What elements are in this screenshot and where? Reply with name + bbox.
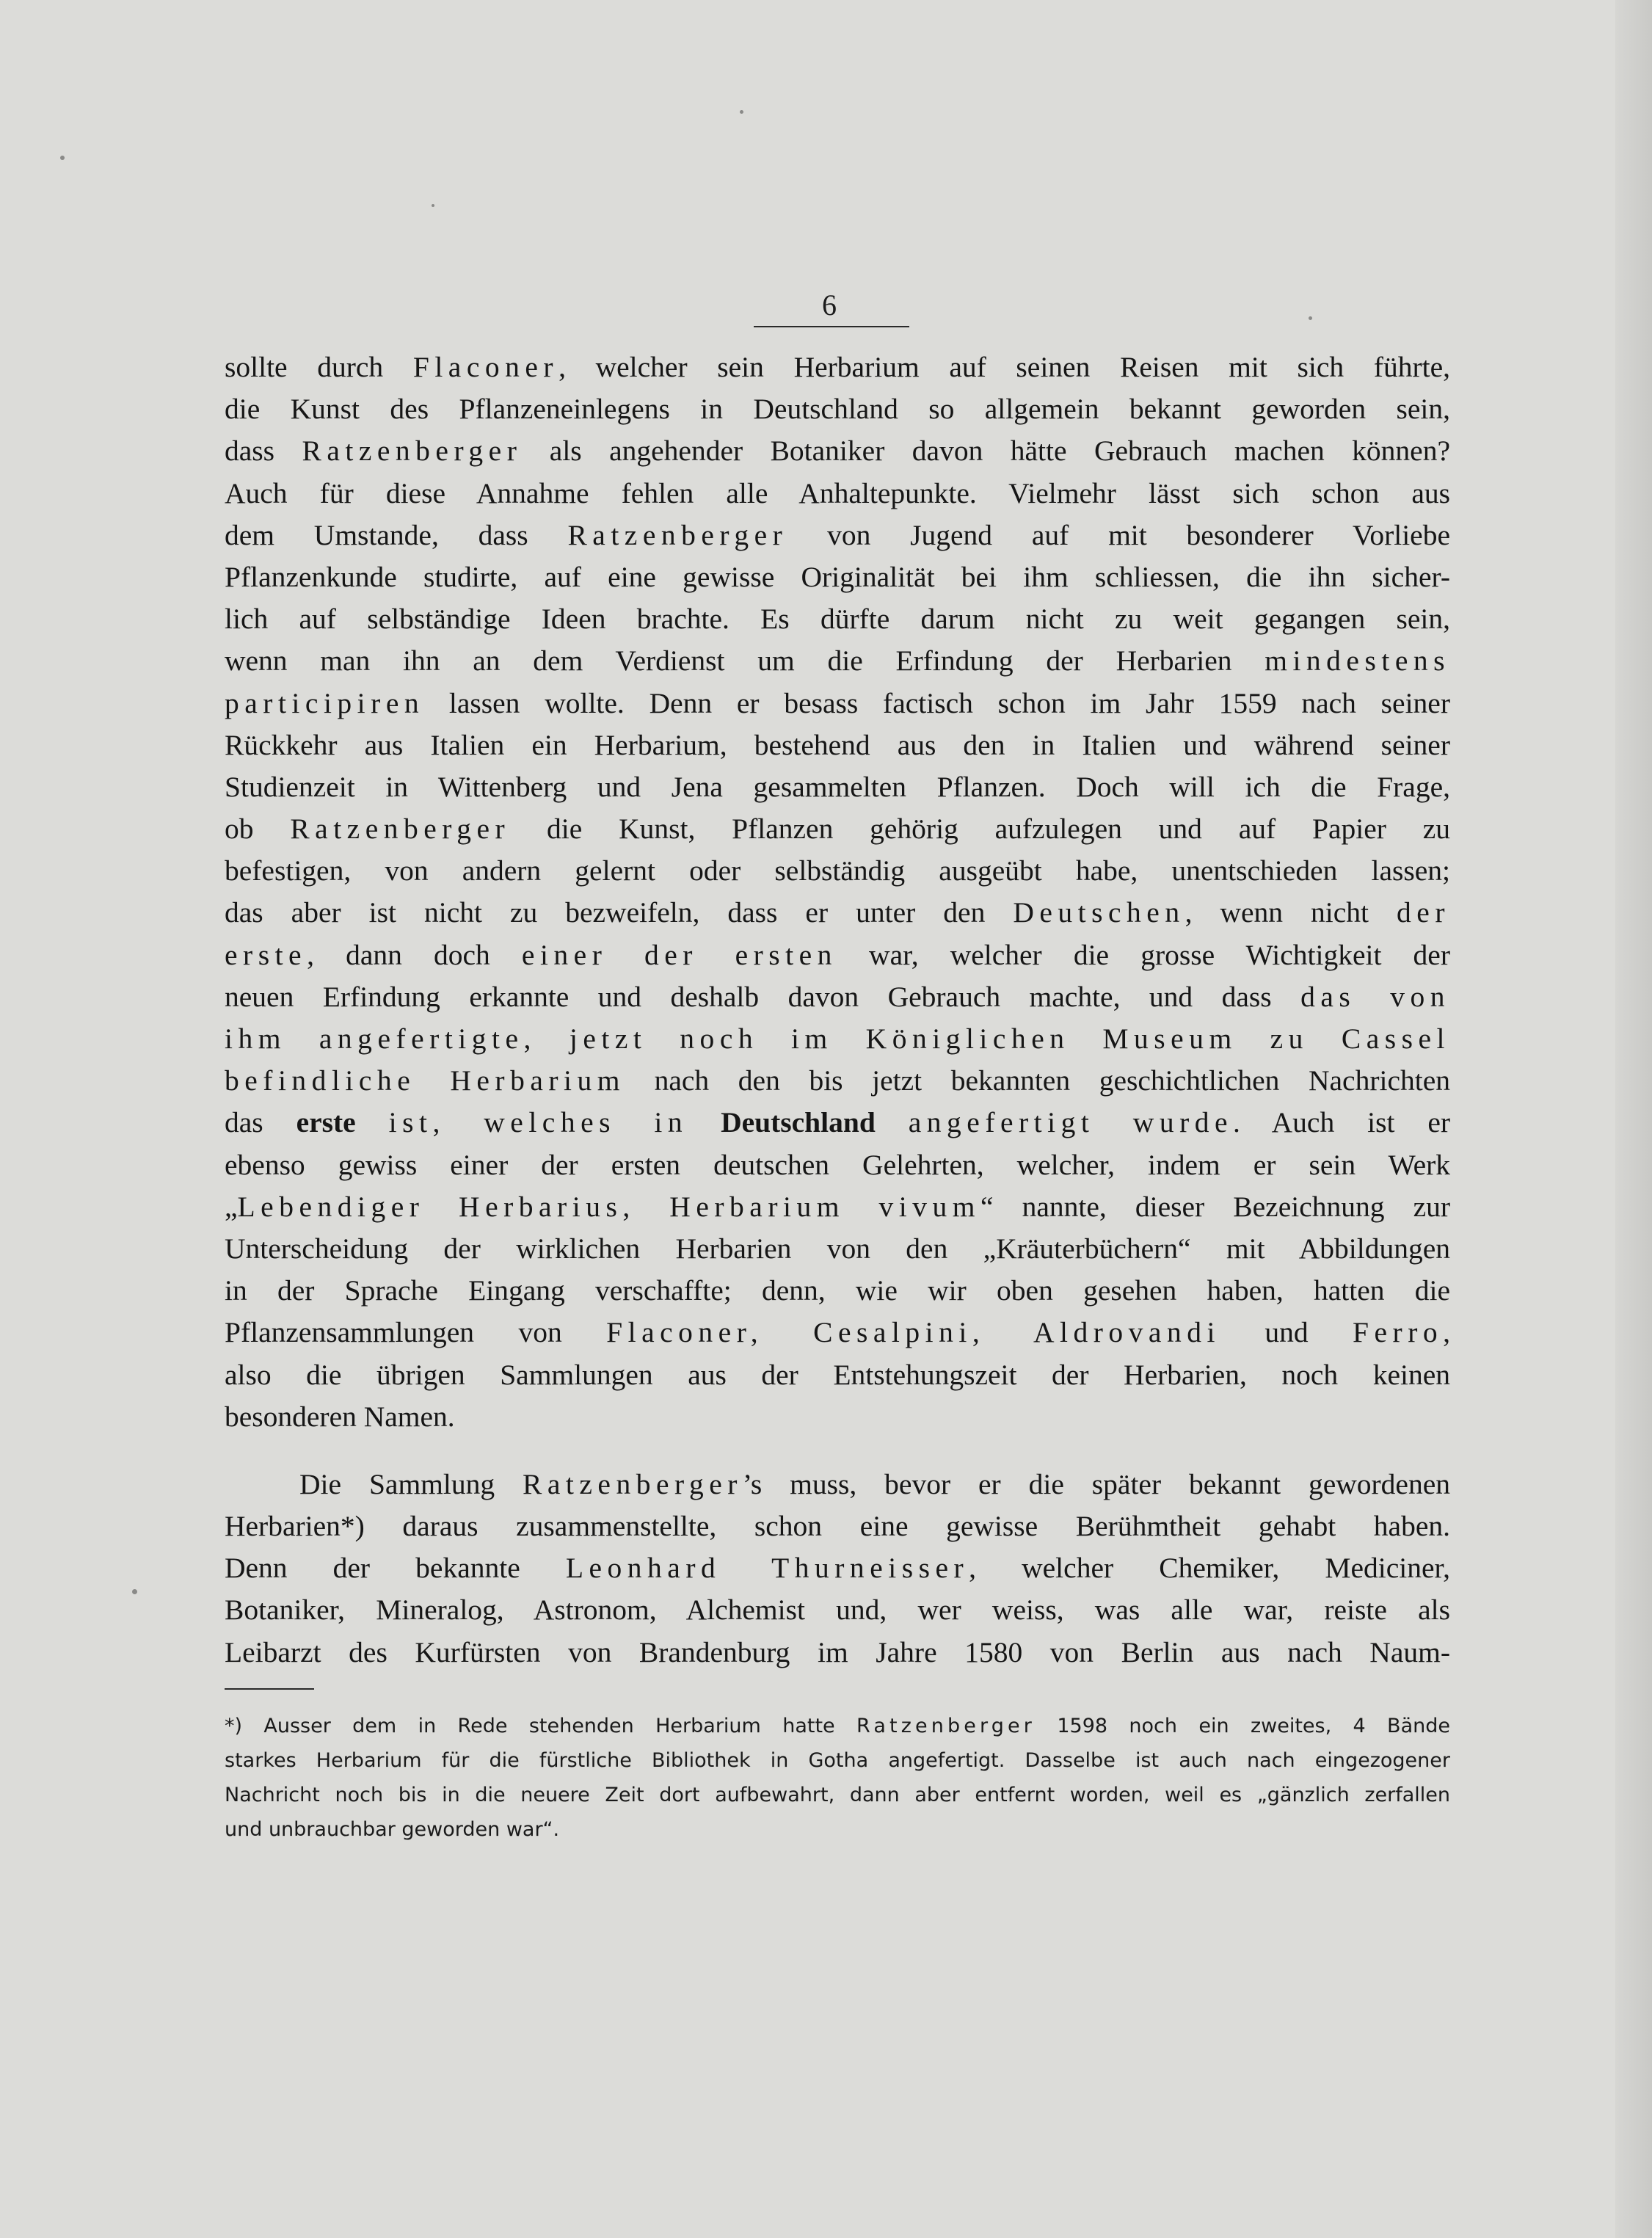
spaced-name: Ratzenberger: [302, 435, 523, 468]
text-run: das: [225, 1106, 296, 1139]
text-run: ob: [225, 813, 291, 846]
text-run: ,: [1443, 1316, 1450, 1349]
spaced-name: Lebendiger Herbarius, Herbarium vivum: [237, 1190, 981, 1223]
spaced-name: mindestens: [1265, 644, 1450, 677]
body-line: [225, 640, 1450, 682]
text-run: in der Sprache Eingang verschaffte; denn, wie wir oben gesehen haben, hatten die: [225, 1274, 1450, 1307]
text-run: und: [1220, 1316, 1353, 1349]
text-run: lassen wollte. Denn er besass factisch schon im Jahr 1559 nach seiner: [424, 686, 1450, 719]
body-line: [225, 473, 1450, 515]
page-number: 6: [822, 288, 837, 321]
text-run: Herbarien*) daraus zusammenstellte, schon eine gewisse Berühmtheit gehabt haben.: [225, 1510, 1450, 1543]
text-run: nach den bis jetzt bekannten geschichtlichen Nachrichten: [625, 1064, 1451, 1097]
spaced-name: angefertigt wurde: [908, 1106, 1234, 1139]
text-run: ’s muss, bevor er die später bekannt gewordenen: [742, 1467, 1450, 1500]
spaced-name: das von: [1300, 980, 1450, 1013]
text-run: *) Ausser dem in Rede stehenden Herbarium hatte: [225, 1715, 857, 1737]
text-run: Botaniker, Mineralog, Astronom, Alchemist und, wer weiss, was alle war, reiste als: [225, 1594, 1450, 1627]
text-run: , wenn nicht: [1185, 896, 1397, 929]
text-run: Denn der bekannte: [225, 1552, 566, 1585]
text-run: von Jugend auf mit besonderer Vorliebe: [787, 518, 1450, 551]
text-run: 1598 noch ein zweites, 4 Bände: [1036, 1715, 1450, 1737]
paragraph-gap: [225, 1438, 1450, 1464]
text-run: starkes Herbarium für die fürstliche Bibliothek in Gotha angefertigt. Dasselbe ist auch nach eingezogener: [225, 1749, 1450, 1772]
text-run: als angehender Botaniker davon hätte Gebrauch machen können?: [522, 435, 1450, 468]
text-run: Unterscheidung der wirklichen Herbarien von den „Kräuterbüchern“ mit Abbildungen: [225, 1232, 1450, 1265]
footnote-rule: [225, 1688, 314, 1690]
text-run: besonderen Namen.: [225, 1400, 455, 1433]
body-line: [225, 1060, 1450, 1102]
text-run: [688, 1106, 721, 1138]
spaced-name: Ratzenberger: [523, 1467, 743, 1500]
body-line: [225, 1354, 1450, 1396]
spaced-name: Flaconer, Cesalpini, Aldrovandi: [606, 1316, 1220, 1349]
body-line: [225, 1228, 1450, 1270]
body-line: [225, 934, 1450, 976]
body-line: [225, 598, 1450, 640]
spaced-name: ihm angefertigte, jetzt noch im Königlichen Museum zu Cassel: [225, 1022, 1450, 1055]
text-run: neuen Erfindung erkannte und deshalb davon Gebrauch machte, und dass: [225, 980, 1301, 1013]
body-line: [225, 976, 1450, 1018]
text-run: dass: [225, 435, 302, 468]
body-line: [225, 724, 1450, 766]
emphasized-word: Deutschland: [721, 1106, 876, 1139]
spaced-name: Flaconer: [412, 351, 559, 383]
spaced-name: einer der ersten: [521, 938, 837, 971]
body-line: [225, 1102, 1450, 1144]
text-run: . Auch ist er: [1233, 1106, 1451, 1139]
spaced-name: participiren: [225, 686, 425, 719]
body-line: [225, 556, 1450, 598]
paper-speck: [60, 156, 65, 160]
body-line: [225, 388, 1450, 430]
spaced-name: befindliche Herbarium: [225, 1064, 625, 1097]
body-line: [225, 683, 1450, 724]
page-edge-shadow: [1615, 0, 1652, 2238]
spaced-name: erste: [225, 938, 308, 971]
paper-speck: [432, 204, 434, 207]
paper-speck: [1309, 316, 1312, 320]
spaced-name: ist, welches in: [388, 1106, 688, 1139]
text-run: „: [225, 1190, 238, 1223]
footnote-line: [225, 1709, 1450, 1743]
body-line: [225, 1144, 1450, 1186]
body-line: [225, 1589, 1450, 1631]
text-run: Nachricht noch bis in die neuere Zeit dort aufbewahrt, dann aber entfernt worden, weil es „gänzlich zerfallen: [225, 1784, 1450, 1806]
footnote-line: [225, 1812, 1450, 1847]
body-line: [225, 1312, 1450, 1354]
text-run: ebenso gewiss einer der ersten deutschen Gelehrten, welcher, indem er sein Werk: [225, 1148, 1450, 1181]
body-line: [225, 766, 1450, 808]
text-run: Pflanzensammlungen von: [225, 1316, 607, 1349]
spaced-name: Ratzenberger: [567, 518, 788, 551]
text-run: also die übrigen Sammlungen aus der Entstehungszeit der Herbarien, noch keinen: [225, 1358, 1450, 1391]
footnote: [225, 1709, 1450, 1847]
page-number-rule: [754, 326, 909, 327]
text-run: wenn man ihn an dem Verdienst um die Erfindung der Herbarien: [225, 644, 1265, 677]
body-line: [225, 1547, 1450, 1589]
text-run: dem Umstande, dass: [225, 518, 568, 551]
text-run: befestigen, von andern gelernt oder selbständig ausgeübt habe, unentschieden lassen;: [225, 854, 1450, 887]
body-line: [225, 808, 1450, 850]
text-run: Die Sammlung: [299, 1467, 523, 1500]
text-run: war, welcher die grosse Wichtigkeit der: [837, 938, 1450, 971]
paper-speck: [740, 110, 743, 114]
text-run: Studienzeit in Wittenberg und Jena gesammelten Pflanzen. Doch will ich die Frage,: [225, 770, 1450, 803]
text-run: Rückkehr aus Italien ein Herbarium, bestehend aus den in Italien und während seiner: [225, 728, 1450, 761]
text-run: sollte durch: [225, 351, 413, 383]
spaced-name: der: [1397, 896, 1450, 929]
spaced-name: Ferro: [1353, 1316, 1444, 1349]
body-line: [225, 850, 1450, 892]
spaced-name: Deutschen: [1013, 896, 1185, 929]
body-line: [225, 1396, 1450, 1438]
text-run: , dann doch: [307, 938, 522, 971]
text-run: lich auf selbständige Ideen brachte. Es dürfte darum nicht zu weit gegangen sein,: [225, 603, 1450, 636]
body-line: [225, 515, 1450, 556]
body-line: [225, 1018, 1450, 1060]
text-run: , welcher sein Herbarium auf seinen Reisen mit sich führte,: [558, 351, 1450, 383]
body-line: [225, 1186, 1450, 1228]
text-run: Pflanzenkunde studirte, auf eine gewisse Originalität bei ihm schliessen, die ihn sicher-: [225, 560, 1450, 593]
body-line: [225, 892, 1450, 934]
text-run: die Kunst des Pflanzeneinlegens in Deutschland so allgemein bekannt geworden sein,: [225, 393, 1450, 426]
paper-speck: [132, 1589, 137, 1594]
text-run: Leibarzt des Kurfürsten von Brandenburg im Jahre 1580 von Berlin aus nach Naum-: [225, 1635, 1450, 1668]
main-text: [225, 346, 1450, 1674]
body-line: [225, 1270, 1450, 1312]
body-line: [225, 1632, 1450, 1674]
body-line: [225, 1505, 1450, 1547]
text-run: “ nannte, dieser Bezeichnung zur: [980, 1190, 1450, 1223]
spaced-name: Ratzenberger: [290, 813, 511, 846]
footnote-line: [225, 1743, 1450, 1778]
emphasized-word: erste: [296, 1106, 356, 1139]
text-run: [876, 1106, 909, 1138]
body-line: [225, 1464, 1450, 1505]
text-run: [356, 1106, 389, 1138]
body-line: [225, 430, 1450, 472]
footnote-line: [225, 1778, 1450, 1812]
spaced-name: Ratzenberger: [856, 1715, 1036, 1737]
text-run: und unbrauchbar geworden war“.: [225, 1818, 560, 1841]
body-line: [225, 346, 1450, 388]
text-run: Auch für diese Annahme fehlen alle Anhaltepunkte. Vielmehr lässt sich schon aus: [225, 476, 1450, 509]
text-run: das aber ist nicht zu bezweifeln, dass er unter den: [225, 896, 1014, 929]
text-run: , welcher Chemiker, Mediciner,: [969, 1552, 1450, 1585]
spaced-name: Leonhard Thurneisser: [565, 1552, 969, 1585]
text-run: die Kunst, Pflanzen gehörig aufzulegen und auf Papier zu: [510, 813, 1450, 846]
